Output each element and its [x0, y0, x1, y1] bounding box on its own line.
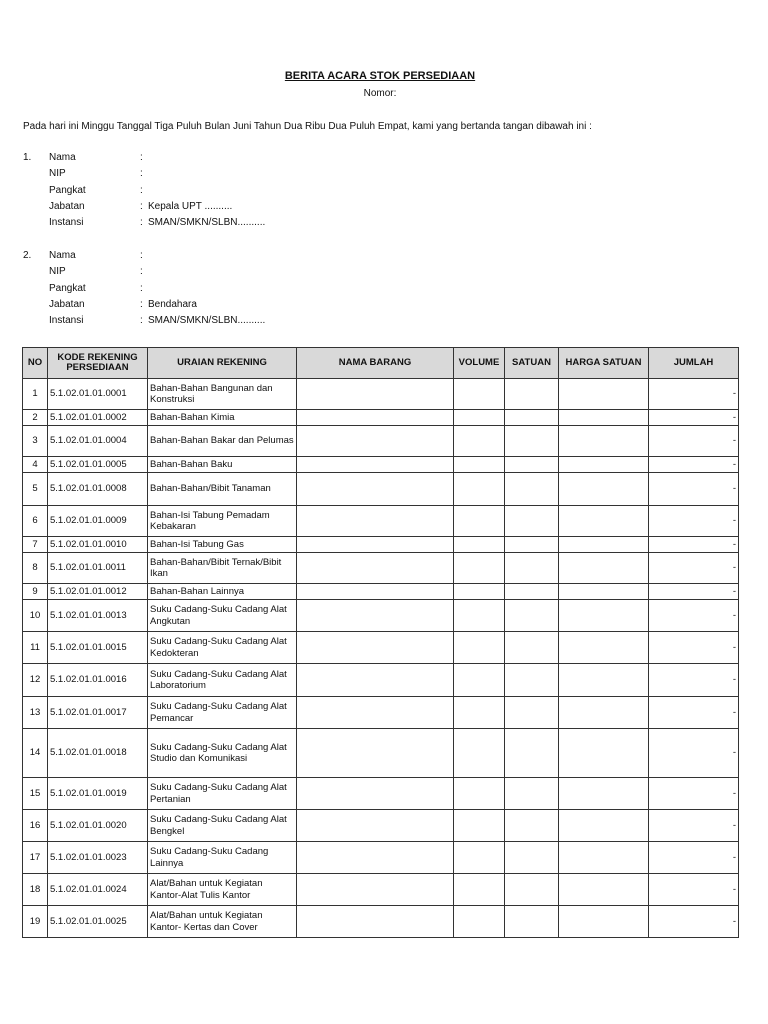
row-volume — [454, 506, 505, 537]
row-satuan — [505, 664, 559, 697]
intro-paragraph: Pada hari ini Minggu Tanggal Tiga Puluh Bulan Juni Tahun Dua Ribu Dua Puluh Empat, kami yang bertanda tangan dibawah ini : — [23, 121, 592, 132]
row-number: 11 — [23, 632, 48, 664]
row-jumlah: - — [649, 810, 739, 842]
row-number: 19 — [23, 906, 48, 938]
table-row — [23, 729, 739, 778]
row-volume — [454, 697, 505, 729]
row-uraian-rekening: Bahan-Bahan Lainnya — [148, 584, 297, 600]
row-nama-barang — [297, 842, 454, 874]
row-uraian-rekening: Suku Cadang-Suku Cadang Alat Bengkel — [148, 810, 297, 842]
row-jumlah: - — [649, 506, 739, 537]
row-harga-satuan — [559, 379, 649, 410]
header-satuan: SATUAN — [505, 348, 559, 379]
row-kode-rekening: 5.1.02.01.01.0017 — [48, 697, 148, 729]
row-harga-satuan — [559, 600, 649, 632]
row-kode-rekening: 5.1.02.01.01.0023 — [48, 842, 148, 874]
row-satuan — [505, 810, 559, 842]
document-title: BERITA ACARA STOK PERSEDIAAN — [284, 70, 476, 82]
row-number: 3 — [23, 426, 48, 457]
row-volume — [454, 842, 505, 874]
field-label: Nama — [49, 250, 76, 261]
row-satuan — [505, 729, 559, 778]
row-uraian-rekening: Suku Cadang-Suku Cadang Lainnya — [148, 842, 297, 874]
row-harga-satuan — [559, 664, 649, 697]
header-nama-barang: NAMA BARANG — [297, 348, 454, 379]
row-volume — [454, 778, 505, 810]
row-kode-rekening: 5.1.02.01.01.0002 — [48, 410, 148, 426]
table-row — [23, 906, 739, 938]
row-jumlah: - — [649, 457, 739, 473]
row-satuan — [505, 584, 559, 600]
header-kode-rekening: KODE REKENING PERSEDIAAN — [48, 348, 148, 379]
table-row — [23, 379, 739, 410]
row-harga-satuan — [559, 537, 649, 553]
row-kode-rekening: 5.1.02.01.01.0025 — [48, 906, 148, 938]
table-row — [23, 457, 739, 473]
row-harga-satuan — [559, 553, 649, 584]
row-harga-satuan — [559, 842, 649, 874]
row-volume — [454, 632, 505, 664]
row-uraian-rekening: Bahan-Bahan Bakar dan Pelumas — [148, 426, 297, 457]
row-satuan — [505, 457, 559, 473]
row-nama-barang — [297, 553, 454, 584]
row-satuan — [505, 506, 559, 537]
row-satuan — [505, 473, 559, 506]
row-kode-rekening: 5.1.02.01.01.0008 — [48, 473, 148, 506]
row-kode-rekening: 5.1.02.01.01.0015 — [48, 632, 148, 664]
row-volume — [454, 457, 505, 473]
row-uraian-rekening: Bahan-Isi Tabung Gas — [148, 537, 297, 553]
field-label: Instansi — [49, 217, 84, 229]
table-row — [23, 537, 739, 553]
row-jumlah: - — [649, 600, 739, 632]
row-jumlah: - — [649, 379, 739, 410]
row-nama-barang — [297, 457, 454, 473]
row-number: 10 — [23, 600, 48, 632]
row-harga-satuan — [559, 584, 649, 600]
row-kode-rekening: 5.1.02.01.01.0016 — [48, 664, 148, 697]
row-satuan — [505, 426, 559, 457]
header-jumlah: JUMLAH — [649, 348, 739, 379]
row-volume — [454, 410, 505, 426]
row-number: 1 — [23, 379, 48, 410]
row-uraian-rekening: Alat/Bahan untuk Kegiatan Kantor- Kertas dan Cover — [148, 906, 297, 938]
stock-table — [22, 347, 739, 938]
row-kode-rekening: 5.1.02.01.01.0010 — [48, 537, 148, 553]
row-number: 4 — [23, 457, 48, 473]
table-header-row — [23, 348, 739, 379]
row-nama-barang — [297, 729, 454, 778]
row-harga-satuan — [559, 697, 649, 729]
row-uraian-rekening: Suku Cadang-Suku Cadang Alat Laboratorium — [148, 664, 297, 697]
row-kode-rekening: 5.1.02.01.01.0004 — [48, 426, 148, 457]
row-jumlah: - — [649, 729, 739, 778]
field-value: SMAN/SMKN/SLBN.......... — [148, 217, 266, 229]
row-nama-barang — [297, 537, 454, 553]
row-nama-barang — [297, 473, 454, 506]
field-value: Kepala UPT .......... — [148, 200, 233, 212]
row-uraian-rekening: Bahan-Bahan Bangunan dan Konstruksi — [148, 379, 297, 410]
row-jumlah: - — [649, 426, 739, 457]
table-row — [23, 600, 739, 632]
row-uraian-rekening: Bahan-Bahan/Bibit Tanaman — [148, 473, 297, 506]
row-number: 8 — [23, 553, 48, 584]
table-row — [23, 506, 739, 537]
row-number: 17 — [23, 842, 48, 874]
table-row — [23, 842, 739, 874]
row-volume — [454, 426, 505, 457]
row-jumlah: - — [649, 842, 739, 874]
row-volume — [454, 537, 505, 553]
row-nama-barang — [297, 906, 454, 938]
row-uraian-rekening: Suku Cadang-Suku Cadang Alat Kedokteran — [148, 632, 297, 664]
row-satuan — [505, 600, 559, 632]
field-value: SMAN/SMKN/SLBN.......... — [148, 315, 266, 327]
row-nama-barang — [297, 426, 454, 457]
row-nama-barang — [297, 778, 454, 810]
row-jumlah: - — [649, 664, 739, 697]
row-uraian-rekening: Suku Cadang-Suku Cadang Alat Angkutan — [148, 600, 297, 632]
field-label: Jabatan — [49, 298, 85, 310]
row-volume — [454, 664, 505, 697]
row-kode-rekening: 5.1.02.01.01.0018 — [48, 729, 148, 778]
document-number: Nomor: — [363, 88, 397, 99]
field-label: Pangkat — [49, 184, 86, 196]
header-volume: VOLUME — [454, 348, 505, 379]
row-nama-barang — [297, 410, 454, 426]
field-label: NIP — [49, 266, 66, 278]
row-satuan — [505, 697, 559, 729]
table-row — [23, 664, 739, 697]
row-kode-rekening: 5.1.02.01.01.0011 — [48, 553, 148, 584]
row-uraian-rekening: Suku Cadang-Suku Cadang Alat Pertanian — [148, 778, 297, 810]
row-kode-rekening: 5.1.02.01.01.0005 — [48, 457, 148, 473]
table-row — [23, 584, 739, 600]
row-number: 5 — [23, 473, 48, 506]
row-satuan — [505, 537, 559, 553]
row-kode-rekening: 5.1.02.01.01.0024 — [48, 874, 148, 906]
row-jumlah: - — [649, 906, 739, 938]
row-jumlah: - — [649, 632, 739, 664]
row-harga-satuan — [559, 457, 649, 473]
field-label: Jabatan — [49, 200, 85, 212]
row-kode-rekening: 5.1.02.01.01.0019 — [48, 778, 148, 810]
row-nama-barang — [297, 810, 454, 842]
row-volume — [454, 874, 505, 906]
row-satuan — [505, 632, 559, 664]
row-nama-barang — [297, 506, 454, 537]
row-satuan — [505, 778, 559, 810]
header-harga-satuan: HARGA SATUAN — [559, 348, 649, 379]
row-uraian-rekening: Bahan-Isi Tabung Pemadam Kebakaran — [148, 506, 297, 537]
row-volume — [454, 729, 505, 778]
row-kode-rekening: 5.1.02.01.01.0009 — [48, 506, 148, 537]
row-jumlah: - — [649, 697, 739, 729]
row-number: 14 — [23, 729, 48, 778]
table-row — [23, 473, 739, 506]
field-label: Nama — [49, 152, 76, 163]
row-kode-rekening: 5.1.02.01.01.0012 — [48, 584, 148, 600]
row-harga-satuan — [559, 906, 649, 938]
party-number: 2. — [23, 250, 32, 261]
row-satuan — [505, 842, 559, 874]
row-nama-barang — [297, 584, 454, 600]
row-jumlah: - — [649, 410, 739, 426]
row-harga-satuan — [559, 426, 649, 457]
row-kode-rekening: 5.1.02.01.01.0020 — [48, 810, 148, 842]
table-row — [23, 426, 739, 457]
row-jumlah: - — [649, 584, 739, 600]
row-kode-rekening: 5.1.02.01.01.0001 — [48, 379, 148, 410]
row-number: 9 — [23, 584, 48, 600]
row-harga-satuan — [559, 810, 649, 842]
row-uraian-rekening: Suku Cadang-Suku Cadang Alat Pemancar — [148, 697, 297, 729]
row-number: 15 — [23, 778, 48, 810]
row-nama-barang — [297, 600, 454, 632]
row-number: 13 — [23, 697, 48, 729]
row-volume — [454, 810, 505, 842]
row-nama-barang — [297, 632, 454, 664]
row-satuan — [505, 874, 559, 906]
field-label: NIP — [49, 168, 66, 180]
row-nama-barang — [297, 874, 454, 906]
row-harga-satuan — [559, 729, 649, 778]
row-harga-satuan — [559, 506, 649, 537]
row-nama-barang — [297, 664, 454, 697]
header-no: NO — [23, 348, 48, 379]
row-harga-satuan — [559, 632, 649, 664]
row-uraian-rekening: Bahan-Bahan Kimia — [148, 410, 297, 426]
table-row — [23, 778, 739, 810]
row-volume — [454, 906, 505, 938]
table-row — [23, 553, 739, 584]
row-jumlah: - — [649, 778, 739, 810]
row-uraian-rekening: Alat/Bahan untuk Kegiatan Kantor-Alat Tulis Kantor — [148, 874, 297, 906]
field-label: Pangkat — [49, 282, 86, 294]
row-uraian-rekening: Suku Cadang-Suku Cadang Alat Studio dan Komunikasi — [148, 729, 297, 778]
row-jumlah: - — [649, 473, 739, 506]
row-satuan — [505, 553, 559, 584]
row-number: 2 — [23, 410, 48, 426]
row-nama-barang — [297, 697, 454, 729]
row-satuan — [505, 906, 559, 938]
table-row — [23, 410, 739, 426]
row-volume — [454, 473, 505, 506]
row-uraian-rekening: Bahan-Bahan/Bibit Ternak/Bibit Ikan — [148, 553, 297, 584]
row-satuan — [505, 379, 559, 410]
row-jumlah: - — [649, 537, 739, 553]
header-uraian-rekening: URAIAN REKENING — [148, 348, 297, 379]
row-volume — [454, 584, 505, 600]
row-harga-satuan — [559, 410, 649, 426]
field-value: Bendahara — [148, 298, 197, 310]
table-row — [23, 697, 739, 729]
field-label: Instansi — [49, 315, 84, 327]
row-jumlah: - — [649, 553, 739, 584]
row-number: 18 — [23, 874, 48, 906]
row-satuan — [505, 410, 559, 426]
table-row — [23, 810, 739, 842]
row-volume — [454, 553, 505, 584]
row-harga-satuan — [559, 473, 649, 506]
row-number: 6 — [23, 506, 48, 537]
row-harga-satuan — [559, 874, 649, 906]
table-row — [23, 874, 739, 906]
row-number: 16 — [23, 810, 48, 842]
row-number: 7 — [23, 537, 48, 553]
row-volume — [454, 600, 505, 632]
row-number: 12 — [23, 664, 48, 697]
row-volume — [454, 379, 505, 410]
row-uraian-rekening: Bahan-Bahan Baku — [148, 457, 297, 473]
row-nama-barang — [297, 379, 454, 410]
row-harga-satuan — [559, 778, 649, 810]
row-kode-rekening: 5.1.02.01.01.0013 — [48, 600, 148, 632]
party-number: 1. — [23, 152, 32, 163]
row-jumlah: - — [649, 874, 739, 906]
table-row — [23, 632, 739, 664]
